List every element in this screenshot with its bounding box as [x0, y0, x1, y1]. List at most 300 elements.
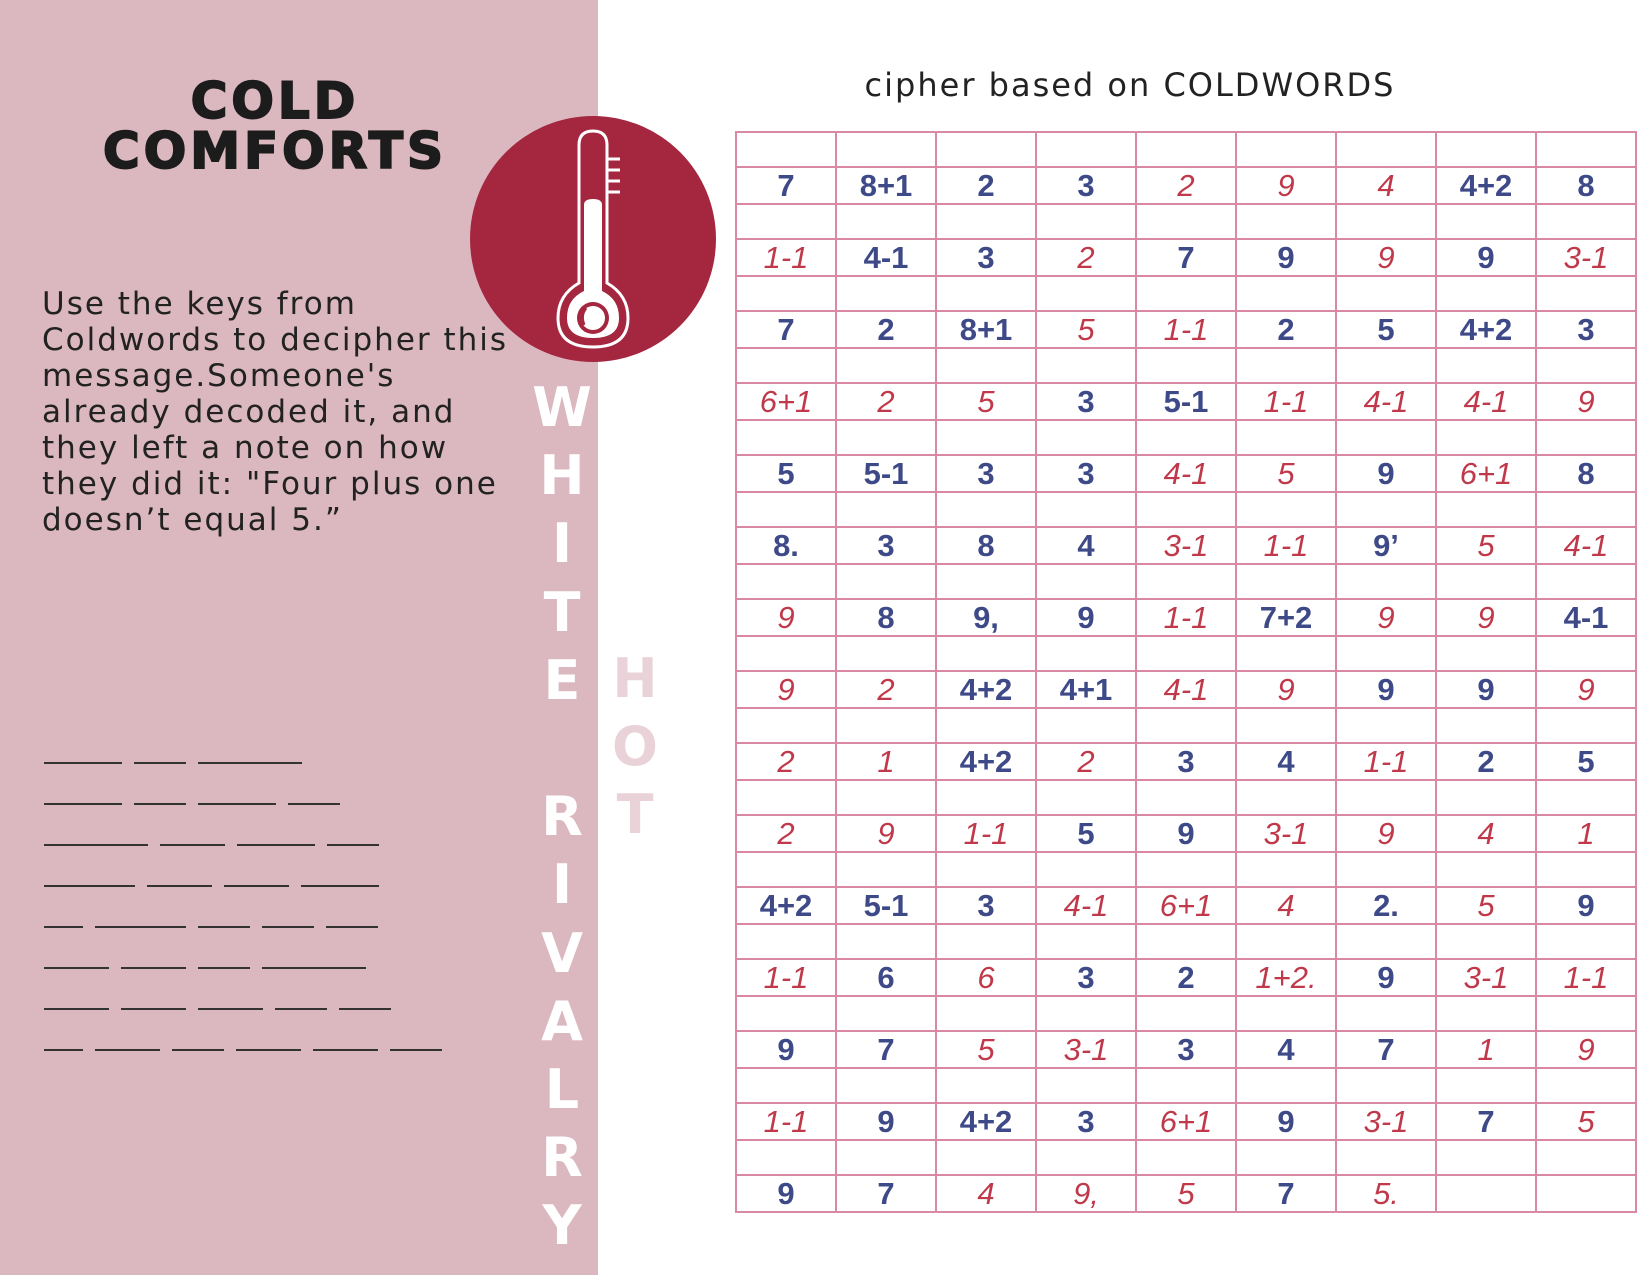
grid-spacer-cell [836, 348, 936, 383]
grid-spacer-cell [936, 1140, 1036, 1175]
grid-spacer-cell [736, 780, 836, 815]
answer-blank[interactable] [198, 762, 302, 764]
grid-spacer-cell [1136, 132, 1236, 167]
grid-spacer-cell [1136, 780, 1236, 815]
cipher-cell: 4-1 [1136, 455, 1236, 492]
cipher-cell: 8 [836, 599, 936, 636]
cipher-grid [735, 131, 1637, 1213]
grid-spacer-cell [1436, 564, 1536, 599]
grid-spacer-cell [1536, 996, 1636, 1031]
grid-spacer-cell [1536, 348, 1636, 383]
grid-spacer-cell [1436, 132, 1536, 167]
grid-spacer-cell [736, 204, 836, 239]
cipher-cell: 4 [936, 1175, 1036, 1212]
answer-blank[interactable] [44, 885, 135, 887]
grid-spacer-row [736, 420, 1636, 455]
grid-spacer-row [736, 276, 1636, 311]
cipher-cell: 9 [1436, 671, 1536, 708]
answer-blank[interactable] [95, 1049, 160, 1051]
instructions-text: Use the keys from Coldwords to decipher this message.Someone's already decoded it, and they left a note on how they did it: "Four plus one doesn’t equal 5.” [42, 286, 509, 538]
cipher-cell: 9 [1536, 383, 1636, 420]
cipher-cell: 1-1 [736, 959, 836, 996]
title-line-1: COLD [190, 72, 360, 130]
grid-spacer-cell [1236, 924, 1336, 959]
cipher-cell: 1-1 [1136, 311, 1236, 348]
cipher-cell: 2 [836, 383, 936, 420]
cipher-cell: 5 [1036, 815, 1136, 852]
grid-spacer-cell [836, 780, 936, 815]
cipher-cell: 2 [736, 815, 836, 852]
cipher-cell: 3-1 [1436, 959, 1536, 996]
grid-spacer-cell [836, 276, 936, 311]
grid-spacer-cell [936, 420, 1036, 455]
grid-spacer-cell [836, 204, 936, 239]
cipher-cell: 4 [1236, 1031, 1336, 1068]
cipher-row [736, 1175, 1636, 1212]
grid-spacer-cell [1536, 1140, 1636, 1175]
answer-blank[interactable] [198, 967, 250, 969]
cipher-cell: 7 [736, 167, 836, 204]
cipher-cell: 5-1 [836, 455, 936, 492]
grid-spacer-cell [1336, 204, 1436, 239]
cipher-cell: 6+1 [1436, 455, 1536, 492]
cipher-cell: 3-1 [1036, 1031, 1136, 1068]
grid-spacer-row [736, 924, 1636, 959]
grid-spacer-cell [1236, 780, 1336, 815]
cipher-cell: 9’ [1336, 527, 1436, 564]
cipher-cell: 1-1 [1136, 599, 1236, 636]
grid-spacer-cell [936, 492, 1036, 527]
grid-spacer-cell [1036, 996, 1136, 1031]
cipher-cell: 8 [1536, 167, 1636, 204]
grid-spacer-cell [1236, 132, 1336, 167]
cipher-cell: 7 [1136, 239, 1236, 276]
cipher-cell: 8+1 [836, 167, 936, 204]
grid-spacer-cell [1136, 1140, 1236, 1175]
answer-blank[interactable] [301, 885, 379, 887]
grid-spacer-row [736, 348, 1636, 383]
grid-spacer-cell [1036, 924, 1136, 959]
cipher-cell: 1 [1436, 1031, 1536, 1068]
grid-spacer-cell [1236, 1140, 1336, 1175]
grid-spacer-cell [1036, 564, 1136, 599]
blank-line [44, 887, 514, 928]
answer-blank[interactable] [44, 1008, 109, 1010]
cipher-cell: 3 [1536, 311, 1636, 348]
cipher-cell: 3-1 [1236, 815, 1336, 852]
blank-line [44, 805, 514, 846]
answer-blank[interactable] [224, 885, 289, 887]
cipher-cell: 4 [1236, 743, 1336, 780]
grid-spacer-cell [836, 924, 936, 959]
cipher-cell: 7 [836, 1031, 936, 1068]
cipher-cell: 9 [1536, 887, 1636, 924]
grid-spacer-cell [836, 1140, 936, 1175]
white-rivalry-text [532, 374, 592, 1260]
grid-spacer-cell [736, 132, 836, 167]
answer-blank[interactable] [326, 926, 378, 928]
grid-spacer-cell [836, 708, 936, 743]
cipher-cell: 3 [1136, 1031, 1236, 1068]
cipher-cell: 9 [1036, 599, 1136, 636]
thermometer-icon [470, 115, 716, 363]
cipher-cell: 2 [1136, 167, 1236, 204]
blank-line [44, 1010, 514, 1051]
cipher-cell: 9 [836, 815, 936, 852]
cipher-row [736, 743, 1636, 780]
grid-spacer-cell [1536, 492, 1636, 527]
white-rivalry-letter: L [544, 1057, 580, 1121]
cipher-cell: 9 [736, 1175, 836, 1212]
white-rivalry-letter: W [532, 376, 592, 439]
answer-blank[interactable] [327, 844, 379, 846]
cipher-cell: 1-1 [1236, 383, 1336, 420]
cipher-row [736, 311, 1636, 348]
grid-spacer-cell [736, 996, 836, 1031]
cipher-cell: 3 [936, 239, 1036, 276]
cipher-cell: 4+2 [736, 887, 836, 924]
grid-spacer-cell [936, 564, 1036, 599]
grid-spacer-cell [1136, 924, 1236, 959]
grid-spacer-cell [1536, 780, 1636, 815]
cipher-cell: 8 [936, 527, 1036, 564]
cipher-cell: 4 [1436, 815, 1536, 852]
cipher-cell: 2. [1336, 887, 1436, 924]
grid-spacer-row [736, 636, 1636, 671]
grid-spacer-cell [1536, 708, 1636, 743]
cipher-cell: 5 [1136, 1175, 1236, 1212]
white-rivalry-letter: H [539, 444, 585, 508]
cipher-cell: 9 [736, 599, 836, 636]
cipher-cell: 3 [1036, 455, 1136, 492]
grid-spacer-cell [1336, 924, 1436, 959]
grid-spacer-cell [936, 996, 1036, 1031]
cipher-row [736, 599, 1636, 636]
cipher-cell: 2 [836, 671, 936, 708]
grid-spacer-cell [1436, 204, 1536, 239]
cipher-cell: 4-1 [1436, 383, 1536, 420]
cipher-cell: 9, [1036, 1175, 1136, 1212]
cipher-cell: 9 [1336, 599, 1436, 636]
cipher-row [736, 959, 1636, 996]
answer-blank[interactable] [44, 762, 122, 764]
grid-spacer-cell [1336, 132, 1436, 167]
answer-blank[interactable] [262, 967, 366, 969]
grid-spacer-cell [1436, 276, 1536, 311]
grid-spacer-cell [1036, 276, 1136, 311]
cipher-cell: 9 [1236, 671, 1336, 708]
grid-spacer-cell [1036, 1140, 1136, 1175]
grid-spacer-cell [1136, 276, 1236, 311]
cipher-cell: 9 [1336, 455, 1436, 492]
grid-spacer-cell [1136, 492, 1236, 527]
cipher-cell: 7+2 [1236, 599, 1336, 636]
grid-spacer-cell [936, 708, 1036, 743]
grid-spacer-cell [1236, 492, 1336, 527]
grid-spacer-cell [1236, 852, 1336, 887]
cipher-cell: 6+1 [736, 383, 836, 420]
white-rivalry-letter: I [551, 853, 573, 917]
grid-spacer-cell [1236, 996, 1336, 1031]
answer-blank[interactable] [44, 926, 83, 928]
grid-spacer-cell [1436, 1068, 1536, 1103]
grid-spacer-cell [936, 852, 1036, 887]
grid-spacer-cell [736, 420, 836, 455]
grid-spacer-cell [1436, 1140, 1536, 1175]
grid-spacer-cell [1036, 636, 1136, 671]
cipher-cell: 1+2. [1236, 959, 1336, 996]
grid-spacer-row [736, 204, 1636, 239]
grid-spacer-cell [1136, 564, 1236, 599]
cipher-row [736, 887, 1636, 924]
white-rivalry-letter: I [551, 512, 573, 576]
answer-blank[interactable] [134, 762, 186, 764]
grid-spacer-cell [736, 1068, 836, 1103]
grid-spacer-cell [1036, 204, 1136, 239]
answer-blank[interactable] [198, 926, 250, 928]
cipher-cell: 5 [1536, 743, 1636, 780]
cipher-cell: 3 [1136, 743, 1236, 780]
grid-spacer-cell [1536, 564, 1636, 599]
grid-spacer-cell [936, 348, 1036, 383]
cipher-cell: 7 [836, 1175, 936, 1212]
cipher-cell: 6 [936, 959, 1036, 996]
cipher-cell: 1 [836, 743, 936, 780]
grid-spacer-cell [1536, 636, 1636, 671]
cipher-cell: 9 [1336, 815, 1436, 852]
cipher-row [736, 815, 1636, 852]
cipher-cell: 5-1 [836, 887, 936, 924]
cipher-cell: 1 [1536, 815, 1636, 852]
grid-spacer-cell [1036, 852, 1136, 887]
cipher-row [736, 527, 1636, 564]
grid-spacer-cell [1436, 492, 1536, 527]
cipher-row [736, 383, 1636, 420]
answer-blank[interactable] [44, 803, 122, 805]
grid-spacer-cell [1136, 852, 1236, 887]
cipher-row [736, 239, 1636, 276]
grid-spacer-cell [1336, 996, 1436, 1031]
hot-text [605, 645, 665, 850]
cipher-cell: 8+1 [936, 311, 1036, 348]
grid-spacer-cell [1036, 420, 1136, 455]
answer-blank[interactable] [134, 803, 186, 805]
grid-spacer-row [736, 1140, 1636, 1175]
answer-blank[interactable] [390, 1049, 442, 1051]
cipher-cell: 3 [1036, 1103, 1136, 1140]
grid-spacer-cell [736, 636, 836, 671]
cipher-cell: 5 [936, 1031, 1036, 1068]
grid-spacer-cell [936, 924, 1036, 959]
grid-spacer-cell [1336, 348, 1436, 383]
cipher-cell: 4-1 [1336, 383, 1436, 420]
grid-spacer-row [736, 492, 1636, 527]
grid-spacer-cell [1336, 780, 1436, 815]
cipher-cell: 5. [1336, 1175, 1436, 1212]
answer-blank[interactable] [313, 1049, 378, 1051]
grid-spacer-cell [736, 708, 836, 743]
blank-line [44, 928, 514, 969]
grid-spacer-cell [936, 204, 1036, 239]
cipher-cell: 9 [1336, 959, 1436, 996]
grid-spacer-cell [836, 564, 936, 599]
grid-spacer-cell [1336, 636, 1436, 671]
cipher-cell: 4-1 [1036, 887, 1136, 924]
cipher-cell: 3 [1036, 167, 1136, 204]
grid-spacer-cell [1336, 852, 1436, 887]
cipher-cell: 5 [736, 455, 836, 492]
grid-spacer-cell [1436, 780, 1536, 815]
cipher-cell: 1-1 [736, 239, 836, 276]
cipher-cell: 9, [936, 599, 1036, 636]
grid-spacer-cell [1136, 348, 1236, 383]
answer-blank[interactable] [262, 926, 314, 928]
grid-spacer-cell [936, 1068, 1036, 1103]
answer-blank[interactable] [44, 967, 109, 969]
hot-letter: O [612, 715, 658, 779]
cipher-cell: 6+1 [1136, 887, 1236, 924]
cipher-cell: 4+2 [936, 1103, 1036, 1140]
blank-line [44, 723, 514, 764]
grid-spacer-cell [1536, 1068, 1636, 1103]
grid-spacer-cell [1236, 276, 1336, 311]
grid-spacer-cell [1336, 708, 1436, 743]
grid-spacer-cell [1536, 852, 1636, 887]
answer-blank[interactable] [198, 1008, 263, 1010]
cipher-cell: 7 [1236, 1175, 1336, 1212]
answer-blank[interactable] [147, 885, 212, 887]
cipher-cell: 8 [1536, 455, 1636, 492]
blank-line [44, 764, 514, 805]
grid-spacer-cell [1436, 348, 1536, 383]
cipher-cell: 9 [1336, 239, 1436, 276]
grid-spacer-cell [1436, 708, 1536, 743]
cipher-cell: 6 [836, 959, 936, 996]
grid-spacer-row [736, 1068, 1636, 1103]
cipher-cell: 3-1 [1336, 1103, 1436, 1140]
grid-spacer-cell [736, 852, 836, 887]
cipher-row [736, 1103, 1636, 1140]
cipher-row [736, 455, 1636, 492]
grid-spacer-cell [936, 636, 1036, 671]
grid-spacer-cell [1336, 564, 1436, 599]
answer-blank[interactable] [44, 1049, 83, 1051]
cipher-title: cipher based on COLDWORDS [864, 66, 1396, 104]
white-rivalry-letter: A [541, 989, 583, 1053]
cipher-row [736, 167, 1636, 204]
cipher-cell: 4 [1036, 527, 1136, 564]
cipher-cell: 2 [1136, 959, 1236, 996]
grid-spacer-cell [1336, 420, 1436, 455]
grid-spacer-cell [1536, 276, 1636, 311]
answer-blank[interactable] [121, 1008, 186, 1010]
answer-blank[interactable] [236, 1049, 301, 1051]
answer-blank[interactable] [160, 844, 225, 846]
cipher-cell: 1-1 [736, 1103, 836, 1140]
grid-spacer-cell [1436, 420, 1536, 455]
answer-blank[interactable] [288, 803, 340, 805]
cipher-cell: 4-1 [836, 239, 936, 276]
cipher-cell: 9 [1336, 671, 1436, 708]
grid-spacer-cell [836, 636, 936, 671]
grid-spacer-cell [836, 996, 936, 1031]
answer-blank[interactable] [339, 1008, 391, 1010]
answer-blank[interactable] [172, 1049, 224, 1051]
hot-letter: H [612, 647, 658, 710]
answer-blank[interactable] [44, 844, 148, 846]
grid-spacer-cell [1236, 1068, 1336, 1103]
cipher-cell: 4+2 [1436, 311, 1536, 348]
page-title [70, 72, 480, 180]
blank-line [44, 846, 514, 887]
answer-blank[interactable] [198, 803, 276, 805]
cipher-cell: 1-1 [1336, 743, 1436, 780]
answer-blank[interactable] [95, 926, 186, 928]
cipher-cell: 2 [1236, 311, 1336, 348]
cipher-cell: 4 [1236, 887, 1336, 924]
cipher-cell: 4+2 [1436, 167, 1536, 204]
cipher-cell: 5 [1436, 887, 1536, 924]
grid-spacer-cell [836, 420, 936, 455]
cipher-cell: 9 [1436, 599, 1536, 636]
grid-spacer-cell [936, 132, 1036, 167]
cipher-cell: 3-1 [1136, 527, 1236, 564]
grid-spacer-cell [736, 276, 836, 311]
cipher-cell: 5 [1536, 1103, 1636, 1140]
grid-spacer-cell [936, 780, 1036, 815]
cipher-cell: 5 [1436, 527, 1536, 564]
answer-blank[interactable] [121, 967, 186, 969]
blank-line [44, 969, 514, 1010]
grid-spacer-row [736, 996, 1636, 1031]
grid-spacer-cell [1036, 708, 1136, 743]
cipher-cell [1536, 1175, 1636, 1212]
cipher-cell: 9 [1436, 239, 1536, 276]
grid-spacer-cell [1136, 1068, 1236, 1103]
cipher-row [736, 1031, 1636, 1068]
grid-spacer-cell [1136, 204, 1236, 239]
grid-spacer-cell [836, 132, 936, 167]
cipher-cell: 9 [1236, 239, 1336, 276]
title-line-2: COMFORTS [103, 122, 447, 180]
cipher-cell: 3 [836, 527, 936, 564]
grid-spacer-cell [736, 492, 836, 527]
white-rivalry-letter: Y [542, 1194, 582, 1258]
cipher-cell: 9 [836, 1103, 936, 1140]
cipher-cell: 5 [936, 383, 1036, 420]
answer-blank[interactable] [237, 844, 315, 846]
grid-spacer-cell [836, 852, 936, 887]
grid-spacer-cell [1536, 420, 1636, 455]
cipher-cell: 2 [836, 311, 936, 348]
cipher-cell: 4-1 [1536, 527, 1636, 564]
grid-spacer-cell [1536, 204, 1636, 239]
cipher-cell: 1-1 [936, 815, 1036, 852]
grid-spacer-cell [1036, 1068, 1136, 1103]
cipher-cell: 9 [1236, 1103, 1336, 1140]
grid-spacer-cell [1136, 708, 1236, 743]
cipher-cell: 2 [1036, 743, 1136, 780]
grid-spacer-cell [1236, 420, 1336, 455]
answer-blank[interactable] [275, 1008, 327, 1010]
grid-spacer-cell [1336, 276, 1436, 311]
cipher-cell [1436, 1175, 1536, 1212]
cipher-cell: 3 [1036, 959, 1136, 996]
white-rivalry-letter: T [543, 580, 581, 644]
hot-letter: T [616, 783, 654, 847]
grid-spacer-cell [1436, 852, 1536, 887]
cipher-cell: 7 [1336, 1031, 1436, 1068]
